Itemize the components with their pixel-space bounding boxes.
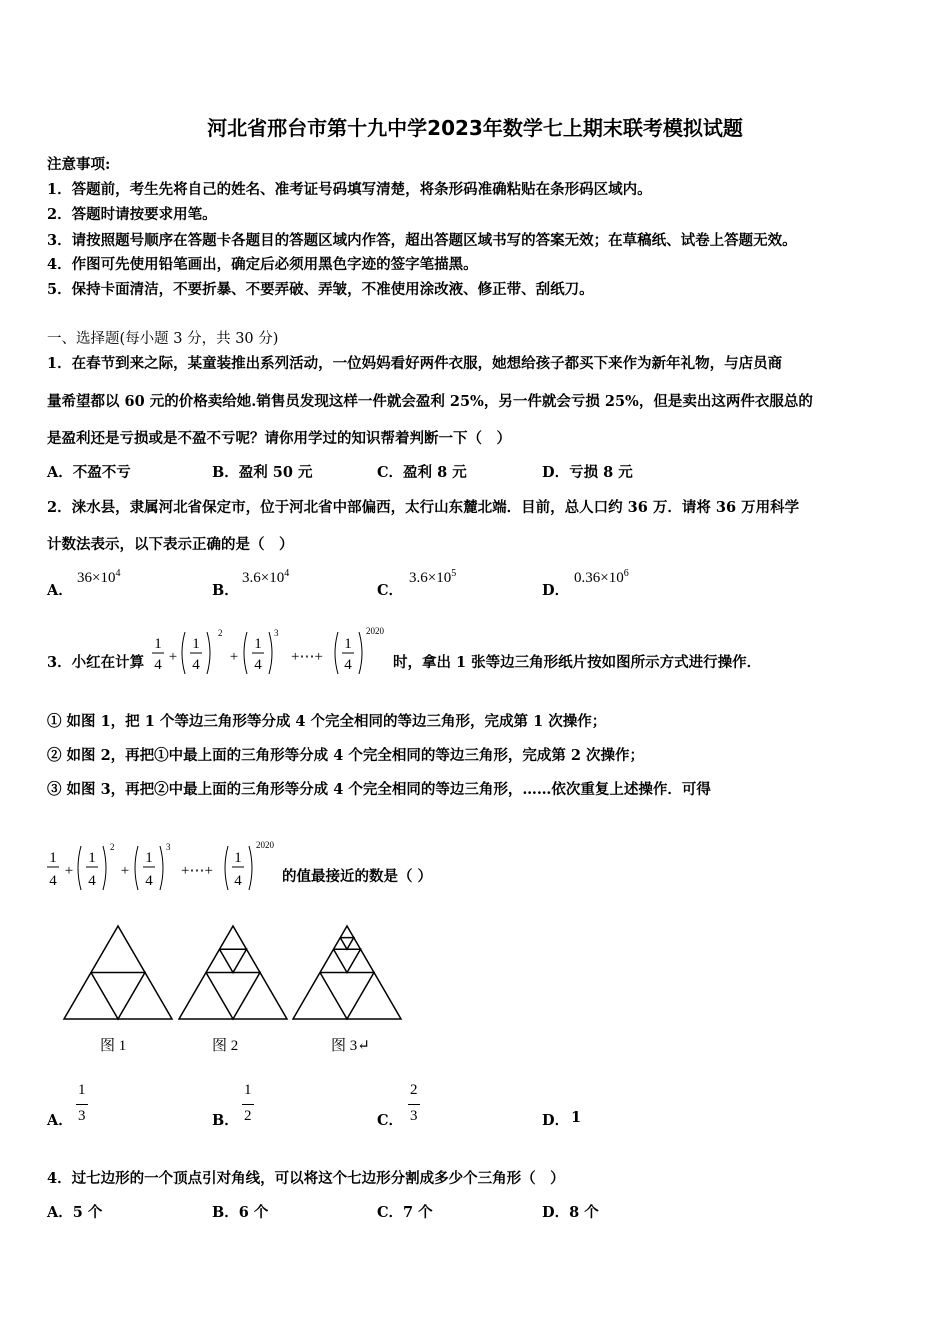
frac-num: 1 <box>88 850 96 866</box>
option-label: B． <box>212 582 239 599</box>
frac-bar <box>76 1104 88 1105</box>
frac-num: 1 <box>154 636 162 652</box>
frac-num: 1 <box>78 1082 86 1098</box>
plus: + <box>168 649 178 665</box>
figure-label: 图 2 <box>212 1038 239 1054</box>
figure-label: 图 3↵ <box>331 1038 370 1054</box>
q1-line: 1．在春节到来之际，某童装推出系列活动，一位妈妈看好两件衣服，她想给孩子都买下来作为新年礼物，与店员商 <box>47 355 783 372</box>
q3-triangle-figures <box>60 920 410 1060</box>
q1-line: 是盈利还是亏损或是不盈不亏呢？请你用学过的知识帮着判断一下（ ） <box>47 430 511 447</box>
q3-option-a[interactable] <box>47 1080 167 1130</box>
exponent: 2020 <box>366 626 384 636</box>
option-label: D． <box>542 1112 570 1129</box>
q3-option-b[interactable] <box>212 1080 332 1130</box>
q1-line: 量希望都以 60 元的价格卖给她.销售员发现这样一件就会盈利 25%，另一件就会亏损 25%，但是卖出这两件衣服总的 <box>47 393 813 410</box>
figure-1 <box>64 926 172 1019</box>
frac-num: 1 <box>244 1082 252 1098</box>
q1-option-c[interactable]: C．盈利 8 元 <box>377 464 467 481</box>
q3-prefix: 3．小红在计算 <box>47 654 145 671</box>
frac-num: 1 <box>234 850 242 866</box>
frac-den: 4 <box>49 873 57 889</box>
q2-line: 2．涞水县，隶属河北省保定市，位于河北省中部偏西，太行山东麓北端．目前，总人口约 36 万．请将 36 万用科学 <box>47 499 800 516</box>
section-heading: 一、选择题(每小题 3 分，共 30 分) <box>47 331 279 347</box>
notice-item: 4．作图可先使用铅笔画出，确定后必须用黑色字迹的签字笔描黑。 <box>47 256 478 273</box>
q4-option-b[interactable]: B．6 个 <box>212 1204 269 1221</box>
times-ten: ×10 <box>427 570 452 586</box>
q3-tail: 的值最接近的数是（ ） <box>282 868 433 885</box>
q1-option-d[interactable]: D．亏损 8 元 <box>542 464 633 481</box>
plus: + <box>64 863 74 879</box>
q3-option-d[interactable] <box>542 1080 662 1130</box>
exponent: 3 <box>274 628 279 638</box>
exponent: 4 <box>284 568 290 579</box>
frac-bar <box>242 1104 254 1105</box>
frac-den: 4 <box>254 657 262 673</box>
frac-den: 4 <box>234 873 242 889</box>
frac-den: 3 <box>410 1108 418 1124</box>
times-ten: ×10 <box>260 570 285 586</box>
times-ten: ×10 <box>92 570 116 586</box>
plus: + <box>229 649 239 665</box>
mantissa: 36 <box>77 570 92 586</box>
notice-item: 5．保持卡面清洁，不要折暴、不要弄破、弄皱，不准使用涂改液、修正带、刮纸刀。 <box>47 281 594 298</box>
exponent: 5 <box>451 568 457 579</box>
figure-3 <box>293 926 401 1019</box>
mantissa: 0.36 <box>574 570 601 586</box>
dots: +⋯+ <box>181 863 213 879</box>
frac-den: 4 <box>154 657 162 673</box>
notice-item: 1．答题前，考生先将自己的姓名、准考证号码填写清楚，将条形码准确粘贴在条形码区域内。 <box>47 181 652 198</box>
option-value: 1 <box>571 1109 582 1126</box>
q3-step: ③ 如图 3，再把②中最上面的三角形等分成 4 个完全相同的等边三角形，……依次重复上述操作．可得 <box>47 781 711 798</box>
notice-heading: 注意事项: <box>47 156 111 173</box>
q3-option-c[interactable] <box>377 1080 497 1130</box>
page-title: 河北省邢台市第十九中学2023年数学七上期末联考模拟试题 <box>207 116 743 140</box>
q4-option-c[interactable]: C．7 个 <box>377 1204 433 1221</box>
frac-den: 2 <box>244 1108 252 1124</box>
figure-label: 图 1 <box>100 1038 127 1054</box>
frac-den: 4 <box>192 657 200 673</box>
q3-series-expression-repeat <box>45 840 285 898</box>
option-label: A． <box>47 582 73 599</box>
times-ten: ×10 <box>600 570 624 586</box>
q3-step: ① 如图 1，把 1 个等边三角形等分成 4 个完全相同的等边三角形，完成第 1 次操作； <box>47 713 607 730</box>
mantissa: 3.6 <box>409 570 428 586</box>
frac-num: 1 <box>344 636 352 652</box>
plus: + <box>120 863 130 879</box>
frac-den: 3 <box>78 1108 86 1124</box>
frac-den: 4 <box>344 657 352 673</box>
mantissa: 3.6 <box>242 570 261 586</box>
option-label: D． <box>542 582 570 599</box>
q2-line: 计数法表示，以下表示正确的是（ ） <box>47 536 294 553</box>
q1-option-b[interactable]: B．盈利 50 元 <box>212 464 313 481</box>
frac-num: 2 <box>410 1082 418 1098</box>
notice-item: 2．答题时请按要求用笔。 <box>47 206 217 223</box>
q3-series-expression <box>152 624 392 682</box>
notice-item: 3．请按照题号顺序在答题卡各题目的答题区域内作答，超出答题区域书写的答案无效；在草稿纸、试卷上答题无效。 <box>47 232 797 249</box>
q3-step: ② 如图 2，再把①中最上面的三角形等分成 4 个完全相同的等边三角形，完成第 2 次操作； <box>47 747 645 764</box>
exponent: 2 <box>110 842 115 852</box>
frac-den: 4 <box>88 873 96 889</box>
exponent: 2 <box>218 628 223 638</box>
frac-den: 4 <box>145 873 153 889</box>
option-label: C． <box>377 582 404 599</box>
option-label: C． <box>377 1112 404 1129</box>
frac-num: 1 <box>49 850 57 866</box>
q4-option-a[interactable]: A．5 个 <box>47 1204 103 1221</box>
dots: +⋯+ <box>291 649 323 665</box>
frac-num: 1 <box>145 850 153 866</box>
exponent: 3 <box>166 842 171 852</box>
exponent: 4 <box>115 568 121 579</box>
frac-num: 1 <box>192 636 200 652</box>
exponent: 6 <box>623 568 629 579</box>
frac-num: 1 <box>254 636 262 652</box>
figure-2 <box>179 926 287 1019</box>
frac-bar <box>408 1104 420 1105</box>
option-label: B． <box>212 1112 239 1129</box>
exponent: 2020 <box>256 840 274 850</box>
q4-stem: 4．过七边形的一个顶点引对角线，可以将这个七边形分割成多少个三角形（ ） <box>47 1170 565 1187</box>
q1-option-a[interactable]: A．不盈不亏 <box>47 464 131 481</box>
option-label: A． <box>47 1112 73 1129</box>
q3-suffix: 时，拿出 1 张等边三角形纸片按如图所示方式进行操作． <box>393 654 762 671</box>
q4-option-d[interactable]: D．8 个 <box>542 1204 599 1221</box>
